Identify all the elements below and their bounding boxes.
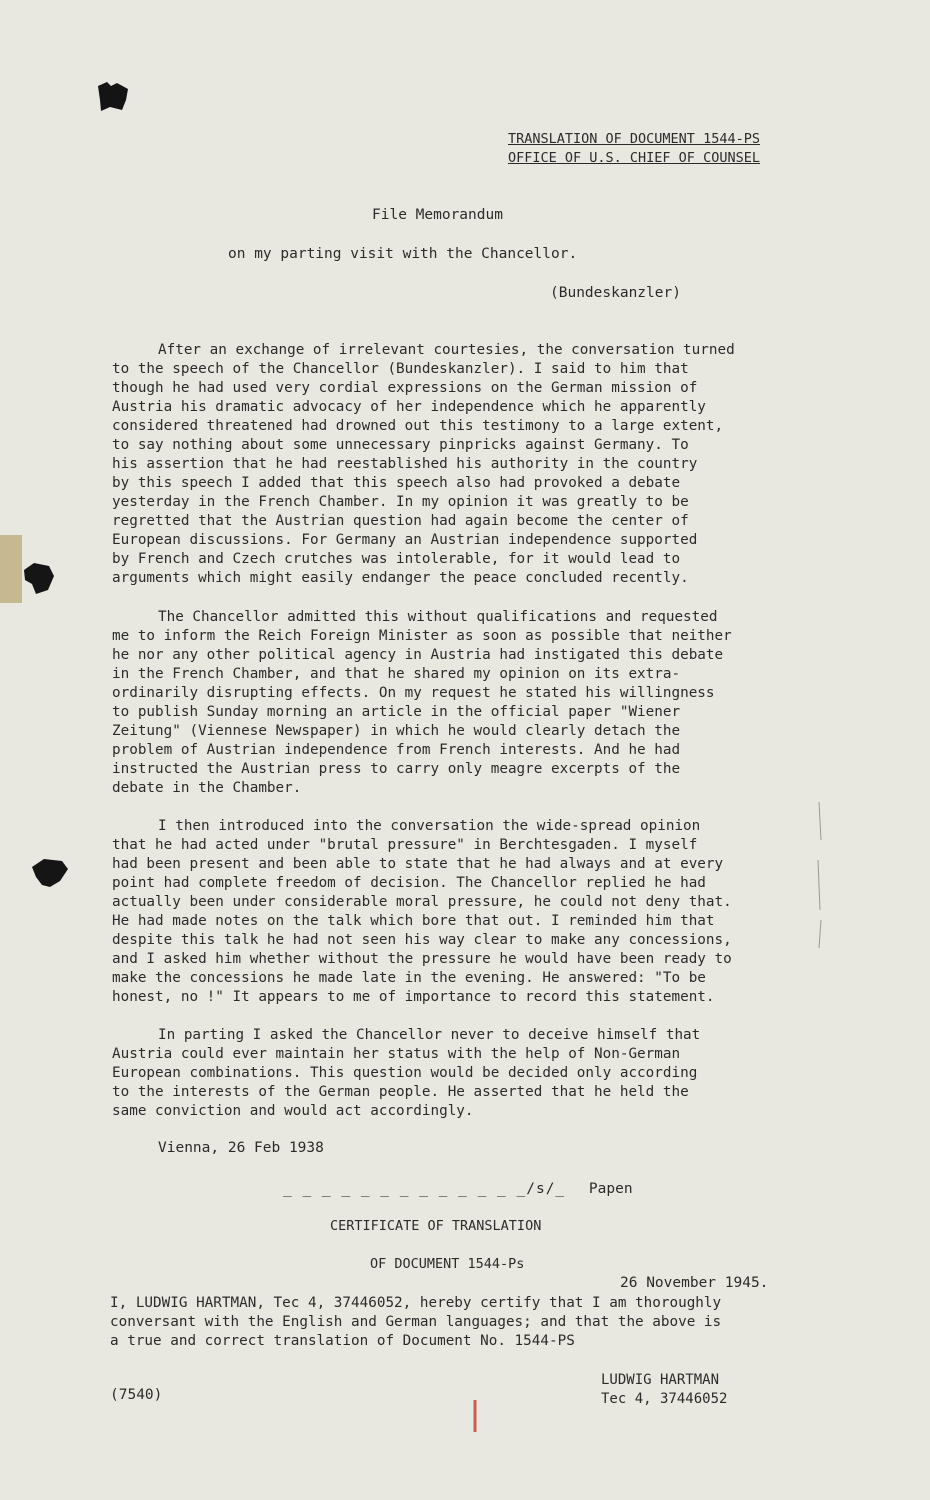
text-line: by this speech I added that this speech also had provoked a debate [112,475,681,491]
text-line: Austria his dramatic advocacy of her independence which he apparently [112,399,706,415]
header-line-2: OFFICE OF U.S. CHIEF OF COUNSEL [508,150,760,166]
paragraph-3 [112,817,812,1007]
text-line: his assertion that he had reestablished his authority in the country [112,456,698,472]
text-line: regretted that the Austrian question had again become the center of [112,513,689,529]
text-line: make the concessions he made late in the evening. He answered: "To be [112,970,706,986]
translator-name: LUDWIG HARTMAN [601,1372,720,1388]
ink-blot-lower [30,855,70,889]
text-line: The Chancellor admitted this without qualifications and requested [158,609,718,625]
text-line: ordinarily disrupting effects. On my request he stated his willingness [112,685,715,701]
signature-name: Papen [588,1181,633,1197]
text-line: had been present and been able to state that he had always and at every [112,856,724,872]
text-line: he nor any other political agency in Austria had instigated this debate [112,647,724,663]
signature-row [283,1181,633,1197]
text-line: I, LUDWIG HARTMAN, Tec 4, 37446052, hereby certify that I am thoroughly [110,1295,722,1311]
place-date: Vienna, 26 Feb 1938 [158,1140,324,1156]
text-line: arguments which might easily endanger the peace concluded recently. [112,570,689,586]
text-line: that he had acted under "brutal pressure" in Berchtesgaden. I myself [112,837,698,853]
text-line: considered threatened had drowned out this testimony to a large extent, [112,418,724,434]
text-line: debate in the Chamber. [112,780,302,796]
memo-subtitle: on my parting visit with the Chancellor. [228,246,578,262]
text-line: and I asked him whether without the pressure he would have been ready to [112,951,732,967]
margin-mark [815,800,827,950]
header-line-1: TRANSLATION OF DOCUMENT 1544-PS [508,131,760,147]
certificate-body [110,1294,721,1351]
text-line: instructed the Austrian press to carry only meagre excerpts of the [112,761,681,777]
text-line: in the French Chamber, and that he shared my opinion on its extra- [112,666,681,682]
translator-block [601,1371,727,1409]
text-line: problem of Austrian independence from French interests. And he had [112,742,681,758]
text-line: European discussions. For Germany an Austrian independence supported [112,532,698,548]
text-line: honest, no !" It appears to me of importance to record this statement. [112,989,715,1005]
ink-blot-top [95,80,131,114]
text-line: actually been under considerable moral pressure, he could not deny that. [112,894,732,910]
certificate-document: OF DOCUMENT 1544-Ps [370,1256,525,1272]
paragraph-4 [112,1026,812,1121]
red-mark [470,1398,480,1434]
paragraph-1 [112,341,812,588]
text-line: to the speech of the Chancellor (Bundeskanzler). I said to him that [112,361,689,377]
text-line: by French and Czech crutches was intolerable, for it would lead to [112,551,681,567]
text-line: I then introduced into the conversation the wide-spread opinion [158,818,701,834]
text-line: point had complete freedom of decision. The Chancellor replied he had [112,875,706,891]
document-code: (7540) [110,1387,163,1403]
text-line: despite this talk he had not seen his way clear to make any concessions, [112,932,732,948]
text-line: yesterday in the French Chamber. In my opinion it was greatly to be [112,494,689,510]
memo-title: File Memorandum [372,207,503,223]
text-line: to publish Sunday morning an article in the official paper "Wiener [112,704,681,720]
text-line: conversant with the English and German languages; and that the above is [110,1314,722,1330]
certificate-date: 26 November 1945. [620,1275,769,1291]
text-line: He had made notes on the talk which bore that out. I reminded him that [112,913,715,929]
text-line: to the interests of the German people. He asserted that he held the [112,1084,689,1100]
memo-parenthetical: (Bundeskanzler) [550,285,681,301]
paragraph-2 [112,608,812,798]
ink-blot-middle [22,560,56,596]
certificate-title: CERTIFICATE OF TRANSLATION [330,1218,542,1234]
text-line: Zeitung" (Viennese Newspaper) in which he would clearly detach the [112,723,681,739]
text-line: same conviction and would act accordingly. [112,1103,474,1119]
text-line: a true and correct translation of Document No. 1544-PS [110,1333,575,1349]
text-line: me to inform the Reich Foreign Minister as soon as possible that neither [112,628,732,644]
signature-line: _ _ _ _ _ _ _ _ _ _ _ _ _/s/_ [283,1181,566,1197]
text-line: In parting I asked the Chancellor never to deceive himself that [158,1027,701,1043]
text-line: to say nothing about some unnecessary pinpricks against Germany. To [112,437,689,453]
document-header [508,130,760,168]
text-line: though he had used very cordial expressions on the German mission of [112,380,698,396]
text-line: Austria could ever maintain her status with the help of Non-German [112,1046,681,1062]
text-line: European combinations. This question would be decided only according [112,1065,698,1081]
text-line: After an exchange of irrelevant courtesies, the conversation turned [158,342,735,358]
translator-rank: Tec 4, 37446052 [601,1391,728,1407]
